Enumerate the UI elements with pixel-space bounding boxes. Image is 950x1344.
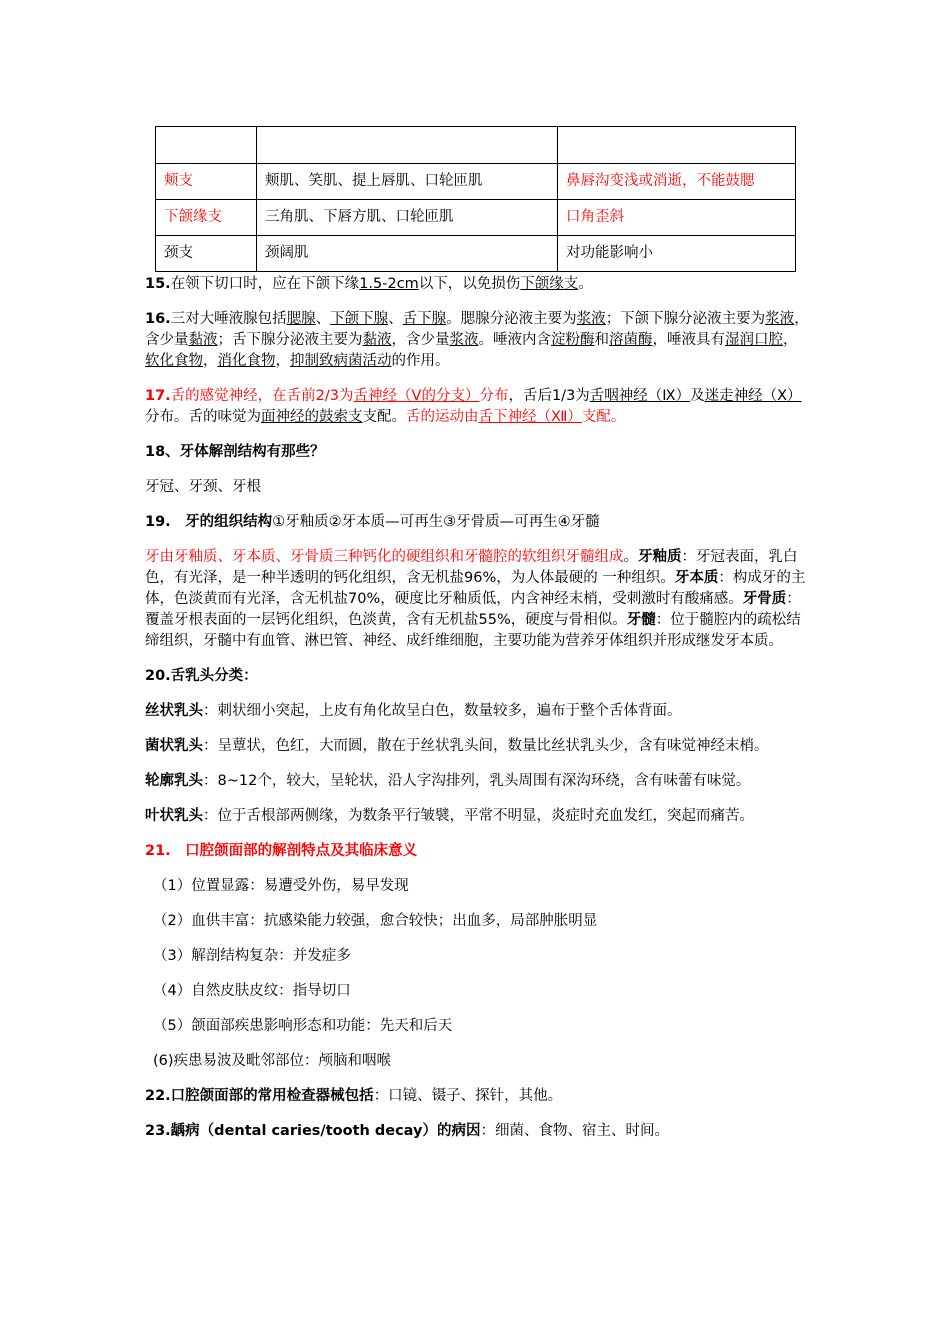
list-item: （5）颌面部疾患影响形态和功能：先天和后天 (153, 1018, 453, 1034)
papilla-item (145, 806, 810, 827)
item-number: 15. (145, 276, 171, 292)
underlined-term: 消化食物 (217, 353, 276, 369)
table-cell: 口角歪斜 (558, 200, 796, 236)
term: 牙釉质 (638, 549, 682, 565)
red-text: 舌的感觉神经，在舌前2/3为 (170, 388, 354, 404)
term: 丝状乳头 (145, 703, 203, 719)
list-item: （4）自然皮肤皮纹：指导切口 (153, 983, 351, 999)
item-18-title: 18、牙体解剖结构有那些？ (145, 444, 325, 460)
underlined-term: 舌咽神经（Ⅸ） (589, 388, 691, 404)
underlined-term: 浆液 (765, 311, 795, 327)
underlined-term: 浆液 (449, 332, 479, 348)
table-cell: 对功能影响小 (558, 236, 796, 272)
table-cell: 下颌缘支 (156, 200, 257, 236)
text: ；下颌下腺分泌液主要为 (605, 311, 766, 327)
facial-nerve-table (155, 126, 796, 272)
text: ：口镜、镊子、探针，其他。 (373, 1088, 563, 1104)
text: ：细菌、食物、宿主、时间。 (480, 1123, 669, 1139)
term: 牙骨质 (742, 591, 787, 607)
table-cell: 颈支 (156, 236, 257, 272)
underlined-term: 黏液 (362, 332, 392, 348)
term: 牙髓 (626, 612, 656, 628)
text: 。 (623, 549, 638, 565)
list-item: （2）血供丰富：抗感染能力较强，愈合较快；出血多，局部肿胀明显 (153, 913, 598, 929)
table-cell: 三角肌、下唇方肌、口轮匝肌 (257, 200, 558, 236)
term: 菌状乳头 (145, 738, 203, 754)
text: ， (203, 353, 218, 369)
text: ， (783, 332, 798, 348)
papilla-item (145, 701, 810, 722)
item-19-title (145, 512, 810, 533)
text: 以下，以免损伤 (418, 276, 521, 292)
underlined-term: 浆液 (576, 311, 606, 327)
underlined-term: 黏液 (188, 332, 218, 348)
text: 的作用。 (391, 353, 450, 369)
item-22 (145, 1086, 810, 1107)
text: ：8~12个，较大，呈轮状，沿人字沟排列，乳头周围有深沟环绕，含有味蕾有味觉。 (203, 773, 751, 789)
table-cell: 颊肌、笑肌、提上唇肌、口轮匝肌 (257, 164, 558, 200)
table-cell: 颊支 (156, 164, 257, 200)
underlined-term: 腮腺 (286, 311, 316, 327)
list-item: （3）解剖结构复杂：并发症多 (153, 948, 351, 964)
item-23 (145, 1121, 810, 1142)
red-text: 分布 (479, 388, 509, 404)
table-cell (257, 127, 558, 164)
text: 、 (388, 311, 403, 327)
heading: 23.龋病（dental caries/tooth decay）的病因 (145, 1123, 481, 1139)
item-number: 16. (145, 311, 171, 327)
table-row (156, 164, 796, 200)
text: ：刺状细小突起，上皮有角化故呈白色，数量较多，遍布于整个舌体背面。 (203, 703, 682, 719)
red-text: 牙由牙釉质、牙本质、牙骨质三种钙化的硬组织和牙髓腔的软组织牙髓组成 (145, 549, 624, 565)
papilla-item (145, 736, 810, 757)
underlined-term: 软化食物 (145, 353, 203, 369)
item-20-title: 20.舌乳头分类： (145, 668, 258, 684)
red-text: 舌的运动由 (406, 409, 479, 425)
text: ，唾液具有 (652, 332, 725, 348)
papilla-item (145, 771, 810, 792)
underlined-term: 湿润口腔 (725, 332, 783, 348)
underlined-term: 1.5-2cm (359, 276, 419, 292)
term: 牙本质 (674, 570, 719, 586)
text: 。腮腺分泌液主要为 (446, 311, 577, 327)
text: ，含少量 (145, 311, 809, 348)
text: 、 (315, 311, 331, 327)
text: ：构成牙的主体，色淡黄而有光泽，含无机盐70%，硬度比牙釉质低，内含神经末梢，受刺激时有酸痛感。 (145, 570, 806, 607)
item-16 (145, 309, 810, 372)
term: 叶状乳头 (145, 808, 203, 824)
underlined-term: 面神经的鼓索支 (261, 409, 363, 425)
text: 在领下切口时，应在下颌下缘 (170, 276, 360, 292)
item-19-body (145, 547, 810, 652)
text: 支配。 (362, 409, 406, 425)
table-cell (156, 127, 257, 164)
underlined-term: 淀粉酶 (551, 332, 595, 348)
item-15 (145, 274, 810, 295)
text: ：位于舌根部两侧缘，为数条平行皱襞，平常不明显，炎症时充血发红，突起而痛苦。 (203, 808, 754, 824)
table-row (156, 236, 796, 272)
text: ：呈蕈状，色红，大而圆，散在于丝状乳头间，数量比丝状乳头少，含有味觉神经末梢。 (203, 738, 769, 754)
underlined-term: 舌下神经（Ⅻ） (478, 409, 582, 425)
table-cell (558, 127, 796, 164)
text: 三对大唾液腺包括 (170, 311, 287, 327)
heading: 22.口腔颌面部的常用检查器械包括 (145, 1088, 374, 1104)
heading: 19. 牙的组织结构 (145, 514, 273, 530)
underlined-term: 下颌缘支 (520, 276, 579, 292)
underlined-term: 迷走神经（Ⅹ） (704, 388, 802, 404)
text: ①牙釉质②牙本质—可再生③牙骨质—可再生④牙髓 (272, 514, 600, 530)
text: ：牙冠表面，乳白色，有光泽，是一种半透明的钙化组织，含无机盐96%，为人体最硬的 一种组织。 (145, 549, 798, 586)
underlined-term: 抑制致病菌活动 (290, 353, 392, 369)
underlined-term: 下颌下腺 (330, 311, 389, 327)
term: 轮廓乳头 (145, 773, 203, 789)
item-17 (145, 386, 810, 428)
document-page (145, 126, 810, 1142)
item-18-answer: 牙冠、牙颈、牙根 (145, 479, 261, 495)
table-cell: 鼻唇沟变浅或消逝，不能鼓腮 (558, 164, 796, 200)
underlined-term: 溶菌酶 (609, 332, 653, 348)
text: ，含少量 (391, 332, 450, 348)
text: 分布。舌的味觉为 (145, 409, 261, 425)
text: 。唾液内含 (478, 332, 551, 348)
underlined-term: 舌下腺 (402, 311, 447, 327)
text: ：位于髓腔内的疏松结缔组织，牙髓中有血管、淋巴管、神经、成纤维细胞，主要功能为营养牙体组织并形成继发牙本质。 (145, 612, 801, 649)
item-21-title: 21. 口腔颌面部的解剖特点及其临床意义 (145, 843, 418, 859)
list-item: (6)疾患易波及毗邻部位：颅脑和咽喉 (153, 1053, 392, 1069)
text: ，舌后1/3为 (508, 388, 590, 404)
item-number: 17. (145, 388, 171, 404)
table-row (156, 200, 796, 236)
text: 和 (594, 332, 609, 348)
table-row (156, 127, 796, 164)
list-item: （1）位置显露：易遭受外伤，易早发现 (153, 878, 409, 894)
table-cell: 颈阔肌 (257, 236, 558, 272)
red-text: 支配。 (581, 409, 626, 425)
text: 及 (690, 388, 705, 404)
text: ， (275, 353, 290, 369)
text: ；舌下腺分泌液主要为 (217, 332, 363, 348)
text: 。 (578, 276, 593, 292)
text: ：覆盖牙根表面的一层钙化组织，色淡黄，含有无机盐55%，硬度与骨相似。 (145, 591, 801, 628)
underlined-term: 舌神经（Ⅴ的分支） (353, 388, 480, 404)
